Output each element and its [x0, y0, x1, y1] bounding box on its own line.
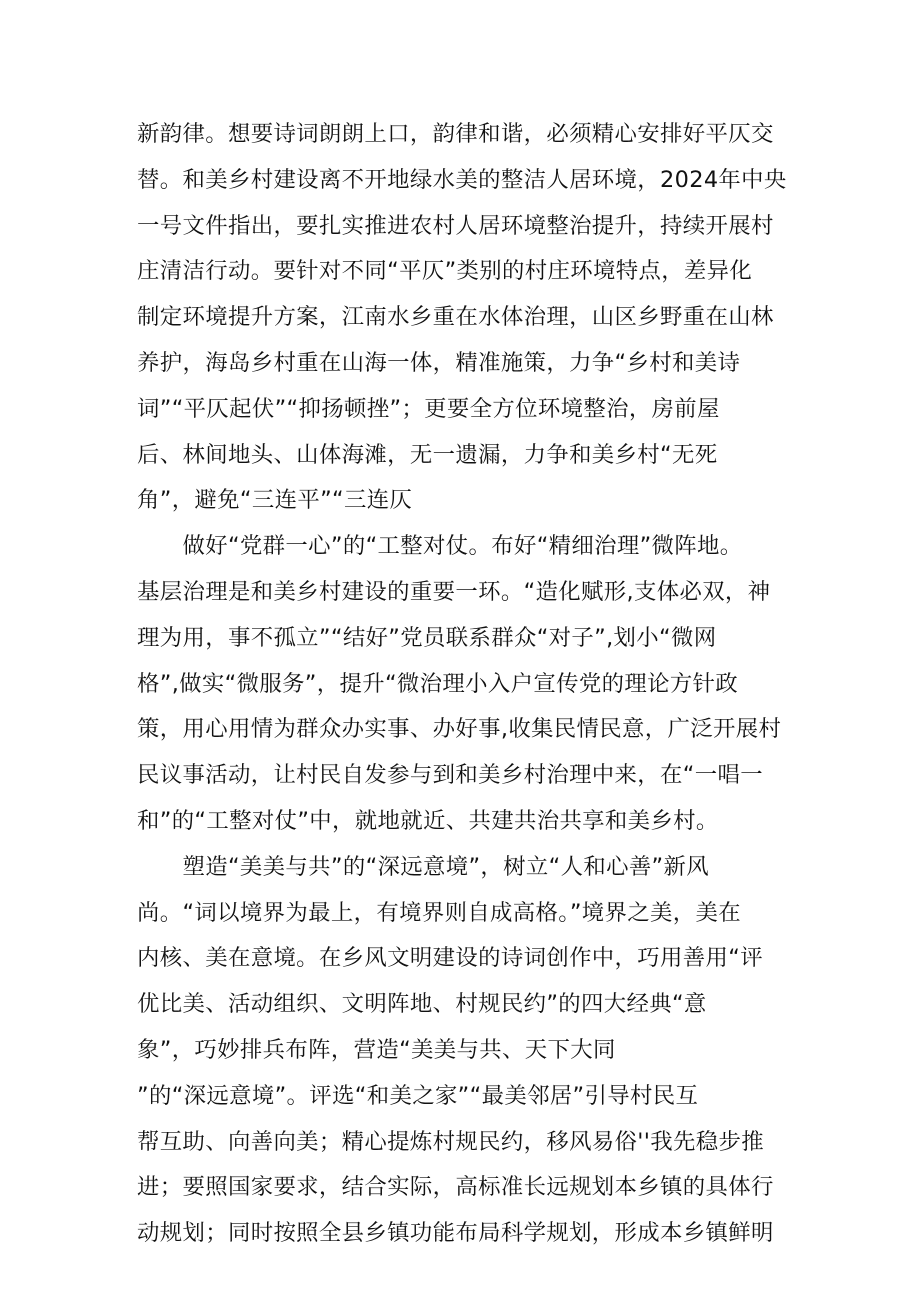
text-line: 和”的“工整对仗”中，就地就近、共建共治共享和美乡村。	[137, 807, 719, 834]
text-line: 格”,做实“微服务”，提升“微治理小入户宣传党的理论方针政	[137, 670, 739, 697]
text-line: 帮互助、向善向美；精心提炼村规民约，移风易俗''我先稳步推	[137, 1128, 765, 1155]
text-line: 角”，避免“三连平”“三连仄	[137, 487, 413, 514]
text-line: 后、林间地头、山体海滩，无一遗漏，力争和美乡村“无死	[137, 441, 718, 468]
text-line: 庄清洁行动。要针对不同“平仄”类别的村庄环境特点，差异化	[137, 258, 753, 285]
text-line: 一号文件指出，要扎实推进农村人居环境整治提升，持续开展村	[137, 212, 774, 239]
text-line: 象”，巧妙排兵布阵，营造“美美与共、天下大同	[137, 1036, 616, 1063]
text-line: 理为用，事不孤立”“结好”党员联系群众“对子”,划小“微网	[137, 624, 717, 651]
text-line: 尚。“词以境界为最上，有境界则自成高格。”境界之美，美在	[137, 899, 741, 926]
text-line: 进；要照国家要求，结合实际，高标准长远规划本乡镇的具体行	[137, 1174, 774, 1201]
paragraph-start-line: 塑造“美美与共”的“深远意境”，树立“人和心善”新风	[137, 853, 709, 880]
text-line: 动规划；同时按照全县乡镇功能布局科学规划，形成本乡镇鲜明	[137, 1220, 774, 1247]
text-line: 替。和美乡村建设离不开地绿水美的整洁人居环境，2024年中央	[137, 166, 787, 193]
text-line: 策，用心用情为群众办实事、办好事,收集民情民意，广泛开展村	[137, 716, 782, 743]
text-line: 制定环境提升方案，江南水乡重在水体治理，山区乡野重在山林	[137, 304, 774, 331]
text-line: 内核、美在意境。在乡风文明建设的诗词创作中，巧用善用“评	[137, 945, 763, 972]
text-line: 基层治理是和美乡村建设的重要一环。“造化赋形,支体必双，神	[137, 578, 771, 605]
text-line: 养护，海岛乡村重在山海一体，精准施策，力争“乡村和美诗	[137, 349, 741, 376]
text-line: 民议事活动，让村民自发参与到和美乡村治理中来，在“一唱一	[137, 762, 763, 789]
text-line: 词”“平仄起伏”“抑扬顿挫”；更要全方位环境整治，房前屋	[137, 395, 720, 422]
text-line: 优比美、活动组织、文明阵地、村规民约”的四大经典“意	[137, 991, 707, 1018]
text-line: ”的“深远意境”。评选“和美之家”“最美邻居”引导村民互	[137, 1082, 699, 1109]
paragraph-start-line: 做好“党群一心”的“工整对仗。布好“精细治理”微阵地。	[137, 533, 743, 560]
text-line: 新韵律。想要诗词朗朗上口，韵律和谐，必须精心安排好平仄交	[137, 121, 774, 147]
body-text	[137, 112, 797, 1257]
